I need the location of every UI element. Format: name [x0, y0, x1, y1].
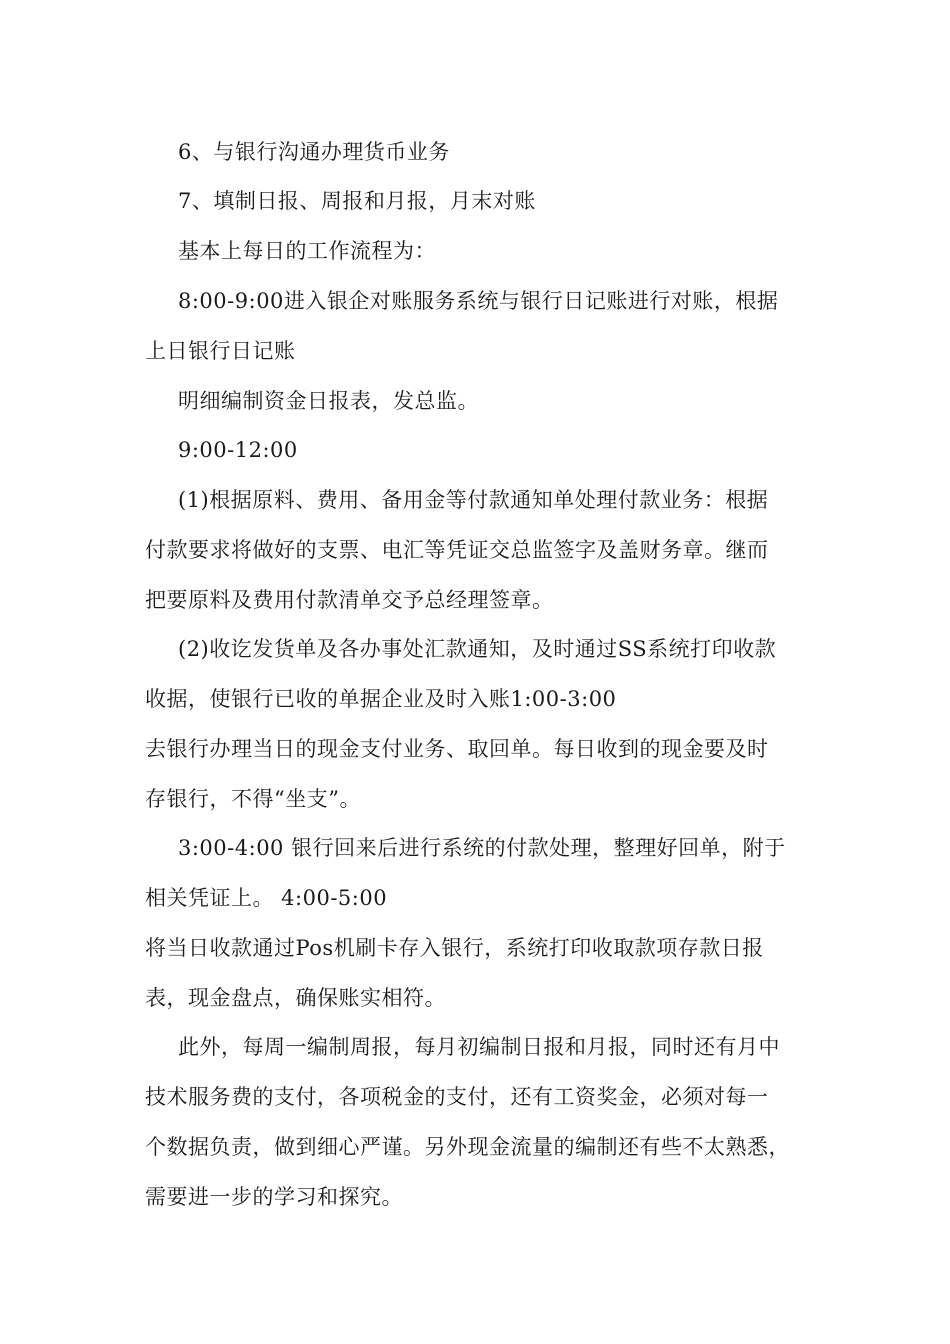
text-line: 去银行办理当日的现金支付业务、取回单。每日收到的现金要及时 [145, 737, 769, 761]
text-line: 相关凭证上。 4:00-5:00 [145, 886, 388, 910]
text-line: 7、填制日报、周报和月报，月末对账 [178, 189, 536, 213]
text-line: 存银行，不得“坐支”。 [145, 787, 361, 811]
text-line: 6、与银行沟通办理货币业务 [178, 140, 450, 164]
text-line: (1)根据原料、费用、备用金等付款通知单处理付款业务：根据 [178, 488, 769, 512]
text-line: (2)收讫发货单及各办事处汇款通知，及时通过SS系统打印收款 [178, 637, 777, 661]
text-line: 收据，使银行已收的单据企业及时入账1:00-3:00 [145, 687, 617, 711]
text-line: 9:00-12:00 [178, 438, 298, 462]
text-line: 技术服务费的支付，各项税金的支付，还有工资奖金，必须对每一 [145, 1085, 769, 1109]
text-line: 付款要求将做好的支票、电汇等凭证交总监签字及盖财务章。继而 [145, 538, 769, 562]
text-line: 需要进一步的学习和探究。 [145, 1185, 403, 1209]
text-line: 上日银行日记账 [145, 339, 296, 363]
text-line: 8:00-9:00进入银企对账服务系统与银行日记账进行对账，根据 [178, 289, 779, 313]
text-line: 此外，每周一编制周报，每月初编制日报和月报，同时还有月中 [178, 1035, 780, 1059]
text-line: 基本上每日的工作流程为： [178, 239, 436, 263]
text-line: 表，现金盘点，确保账实相符。 [145, 986, 446, 1010]
text-line: 3:00-4:00 银行回来后进行系统的付款处理，整理好回单，附于 [178, 836, 786, 860]
text-line: 明细编制资金日报表，发总监。 [178, 389, 479, 413]
text-line: 个数据负责，做到细心严谨。另外现金流量的编制还有些不太熟悉， [145, 1135, 790, 1159]
text-line: 将当日收款通过Pos机刷卡存入银行，系统打印收取款项存款日报 [145, 936, 764, 960]
text-line: 把要原料及费用付款清单交予总经理签章。 [145, 588, 554, 612]
